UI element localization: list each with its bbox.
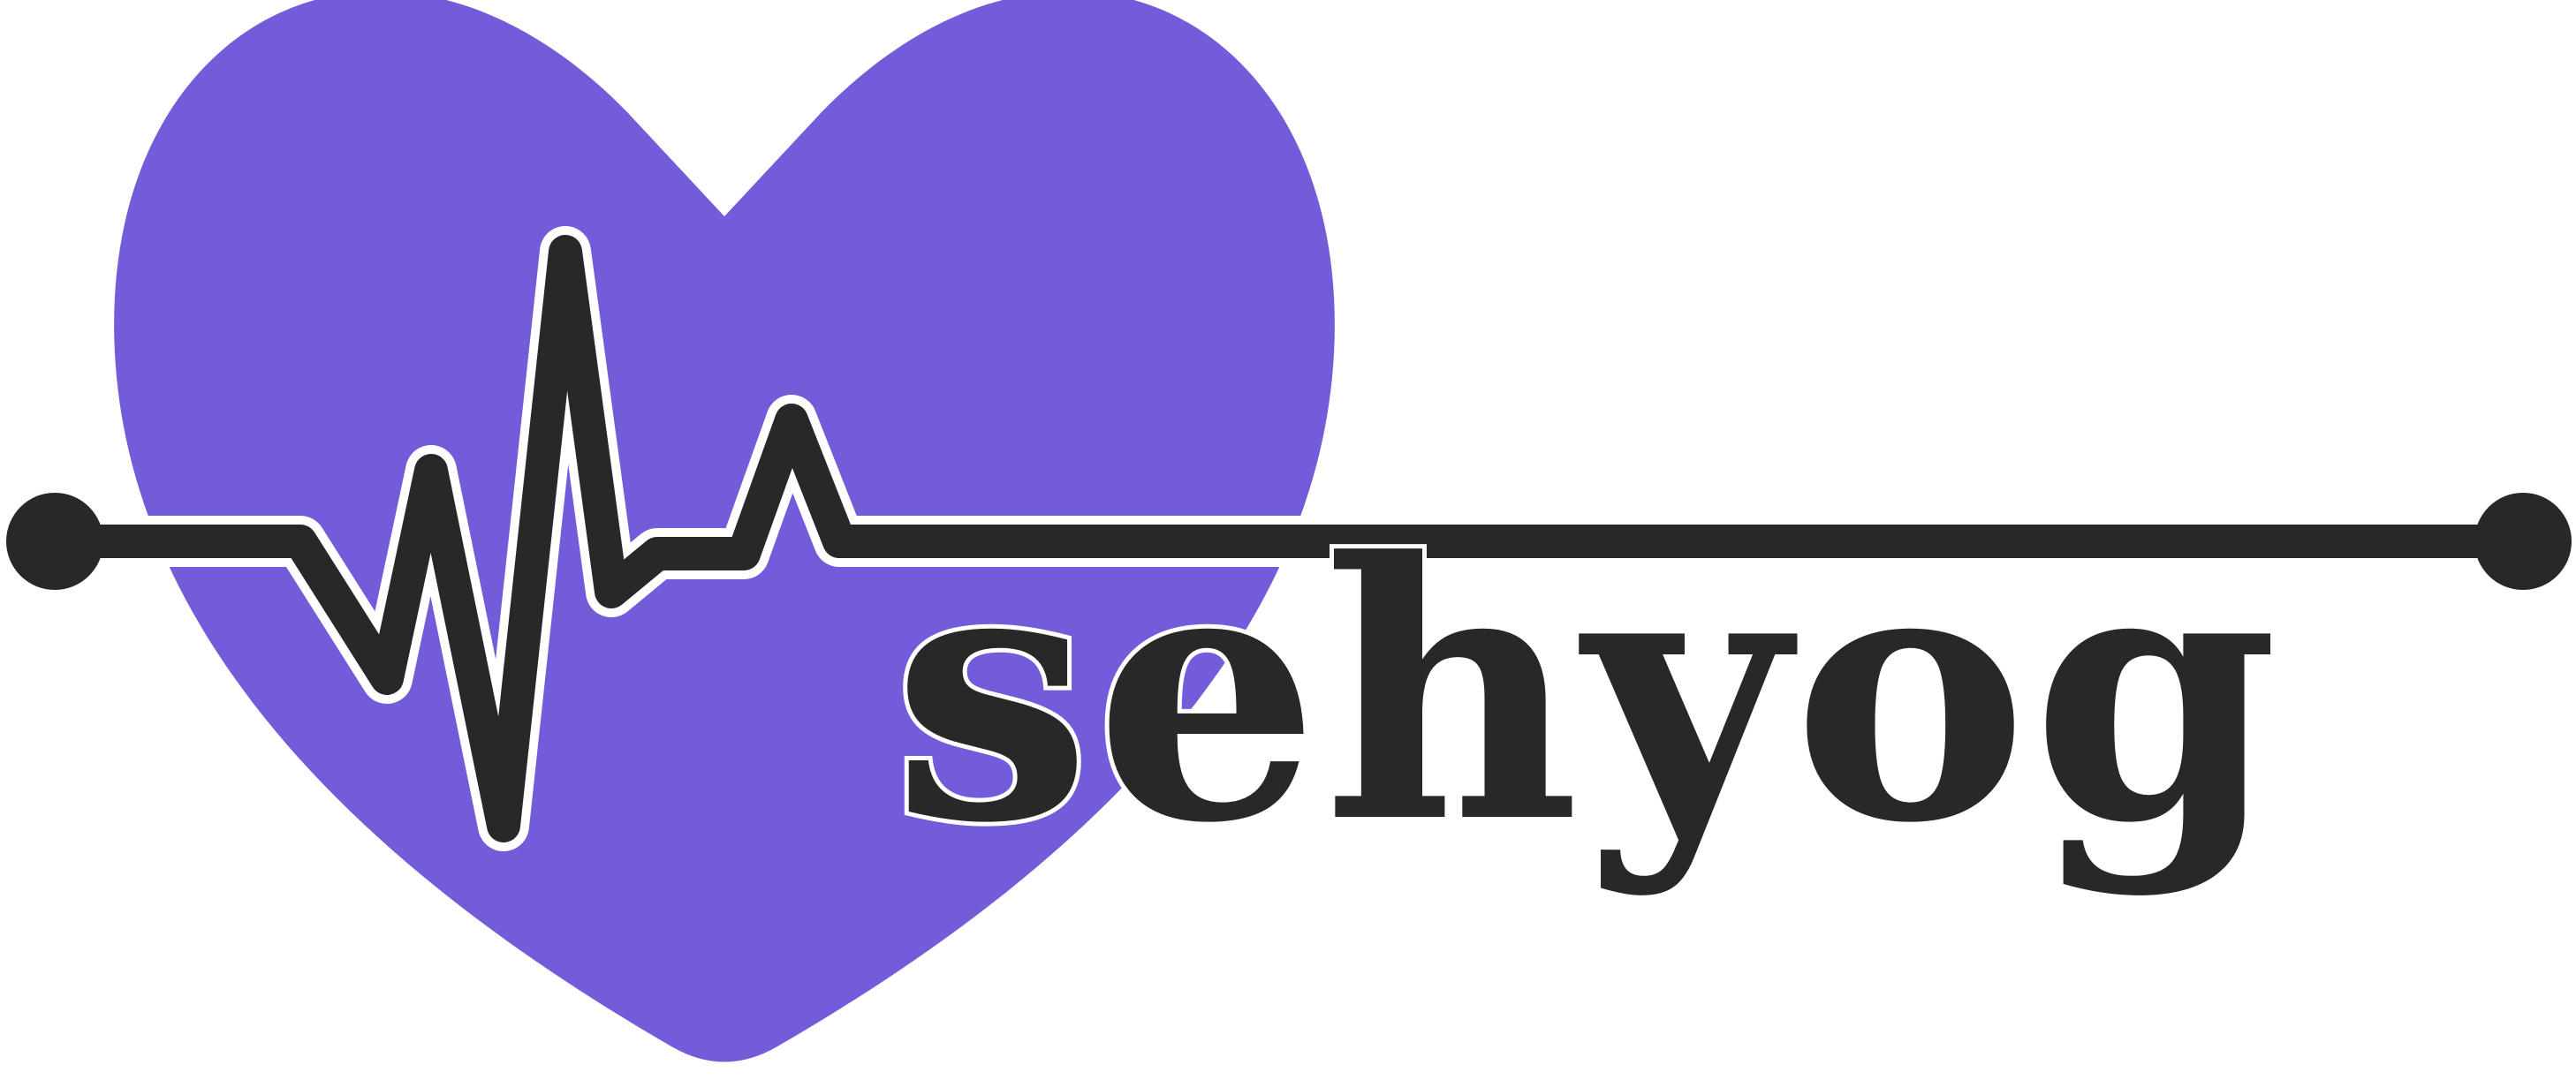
line-end-dot-right: [2474, 493, 2572, 590]
line-end-dot-left: [6, 493, 103, 590]
brand-name: sehyog: [892, 486, 2283, 901]
